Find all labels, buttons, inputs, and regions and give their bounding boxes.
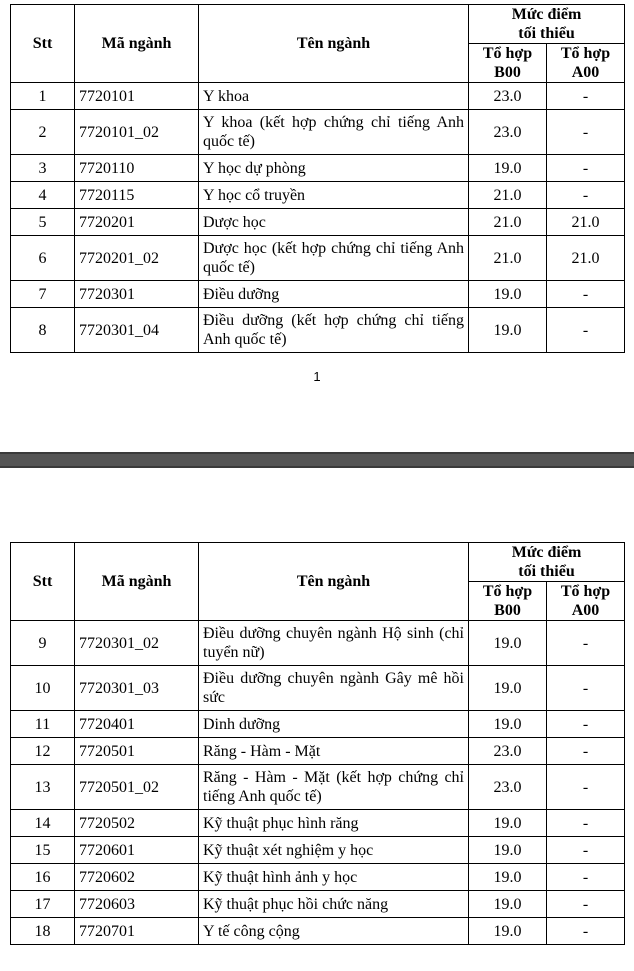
table-row: 8 7720301_04 Điều dưỡng (kết hợp chứng chỉ tiếng Anh quốc tế) 19.0 - <box>11 308 625 353</box>
header-ten-nganh: Tên ngành <box>199 543 469 621</box>
page-divider <box>0 452 634 468</box>
table-row: 11 7720401 Dinh dưỡng 19.0 - <box>11 711 625 738</box>
page-number: 1 <box>313 369 321 384</box>
table-row: 4 7720115 Y học cổ truyền 21.0 - <box>11 182 625 209</box>
table-row: 14 7720502 Kỹ thuật phục hình răng 19.0 - <box>11 810 625 837</box>
table-row: 2 7720101_02 Y khoa (kết hợp chứng chỉ tiếng Anh quốc tế) 23.0 - <box>11 110 625 155</box>
document-page-2 <box>0 468 634 971</box>
admission-score-table-page-2 <box>10 542 625 945</box>
table-row: 17 7720603 Kỹ thuật phục hồi chức năng 19.0 - <box>11 891 625 918</box>
table-row: 9 7720301_02 Điều dưỡng chuyên ngành Hộ sinh (chỉ tuyển nữ) 19.0 - <box>11 621 625 666</box>
header-to-hop-b00: Tổ hợp B00 <box>469 582 547 621</box>
header-ma-nganh: Mã ngành <box>75 543 199 621</box>
document-page-1 <box>0 0 634 452</box>
table-row: 7 7720301 Điều dưỡng 19.0 - <box>11 281 625 308</box>
admission-score-table-page-1 <box>10 4 625 353</box>
table-row: 3 7720110 Y học dự phòng 19.0 - <box>11 155 625 182</box>
header-to-hop-b00: Tổ hợp B00 <box>469 44 547 83</box>
header-to-hop-a00: Tổ hợp A00 <box>547 582 625 621</box>
table-row: 5 7720201 Dược học 21.0 21.0 <box>11 209 625 236</box>
table-row: 18 7720701 Y tế công cộng 19.0 - <box>11 918 625 945</box>
header-to-hop-a00: Tổ hợp A00 <box>547 44 625 83</box>
header-ten-nganh: Tên ngành <box>199 5 469 83</box>
header-ma-nganh: Mã ngành <box>75 5 199 83</box>
header-stt: Stt <box>11 5 75 83</box>
table-row: 15 7720601 Kỹ thuật xét nghiệm y học 19.0 - <box>11 837 625 864</box>
header-muc-diem: Mức điểm tối thiểu <box>469 5 625 44</box>
table-row: 6 7720201_02 Dược học (kết hợp chứng chỉ tiếng Anh quốc tế) 21.0 21.0 <box>11 236 625 281</box>
header-stt: Stt <box>11 543 75 621</box>
table-row: 10 7720301_03 Điều dưỡng chuyên ngành Gây mê hồi sức 19.0 - <box>11 666 625 711</box>
table-row: 16 7720602 Kỹ thuật hình ảnh y học 19.0 - <box>11 864 625 891</box>
table-row: 1 7720101 Y khoa 23.0 - <box>11 83 625 110</box>
table-row: 12 7720501 Răng - Hàm - Mặt 23.0 - <box>11 738 625 765</box>
header-muc-diem: Mức điểm tối thiểu <box>469 543 625 582</box>
table-row: 13 7720501_02 Răng - Hàm - Mặt (kết hợp chứng chỉ tiếng Anh quốc tế) 23.0 - <box>11 765 625 810</box>
